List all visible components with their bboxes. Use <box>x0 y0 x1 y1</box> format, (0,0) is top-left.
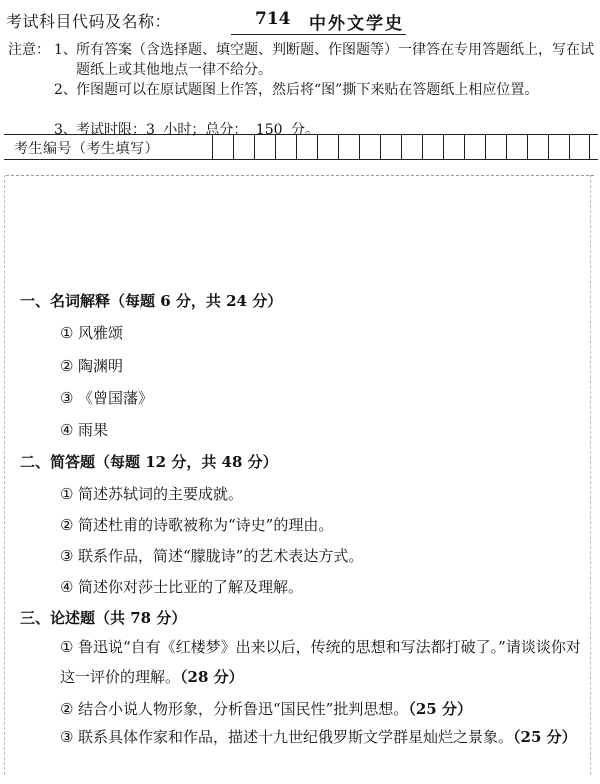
dashed-divider <box>6 175 594 176</box>
subject-name: 中外文学史 <box>309 14 404 34</box>
candidate-id-cell[interactable] <box>212 135 233 159</box>
question-number: ① <box>60 638 74 656</box>
candidate-id-cell[interactable] <box>443 135 464 159</box>
note-text: 考试时限：3 小时；总分： 150 分。 <box>76 122 319 138</box>
section-title: 三、论述题（共 78 分） <box>20 609 187 627</box>
candidate-id-cell[interactable] <box>401 135 422 159</box>
question-item <box>60 514 333 535</box>
question-item <box>60 722 585 752</box>
question-item <box>60 576 303 597</box>
candidate-id-cells <box>212 135 590 159</box>
candidate-id-cell[interactable] <box>422 135 443 159</box>
question-item <box>60 322 123 343</box>
question-item <box>60 387 153 408</box>
section-title: 二、简答题（每题 12 分，共 48 分） <box>20 453 278 471</box>
note-text: 所有答案（含选择题、填空题、判断题、作图题等）一律答在专用答题纸上，写在试题纸上或其他地点一律不给分。 <box>76 42 594 78</box>
question-text: 联系作品，简述“朦胧诗”的艺术表达方式。 <box>78 547 364 565</box>
question-item <box>60 355 123 376</box>
subject-code-label: 考试科目代码及名称： <box>6 12 172 31</box>
candidate-id-row <box>4 134 598 160</box>
question-item <box>60 419 108 440</box>
candidate-id-cell[interactable] <box>548 135 569 159</box>
notes-label: 注意： <box>8 42 50 58</box>
question-number: ④ <box>60 421 74 439</box>
candidate-id-cell[interactable] <box>380 135 401 159</box>
question-text: 结合小说人物形象，分析鲁迅“国民性”批判思想。 <box>78 700 409 718</box>
candidate-id-label: 考生编号（考生填写） <box>14 141 159 157</box>
subject-code: 714 <box>255 9 291 29</box>
question-text: 简述你对莎士比亚的了解及理解。 <box>78 578 304 596</box>
question-text: 陶渊明 <box>78 357 124 375</box>
question-item <box>60 632 585 692</box>
candidate-id-cell[interactable] <box>338 135 359 159</box>
question-number: ④ <box>60 578 74 596</box>
note-number: 2、 <box>54 82 77 98</box>
candidate-id-cell[interactable] <box>233 135 254 159</box>
question-text: 雨果 <box>78 421 109 439</box>
question-item <box>60 694 585 724</box>
note-number: 1、 <box>54 42 77 58</box>
question-item <box>60 483 243 504</box>
question-number: ② <box>60 700 74 718</box>
question-text: 联系具体作家和作品，描述十九世纪俄罗斯文学群星灿烂之景象。 <box>78 728 514 746</box>
question-number: ③ <box>60 547 74 565</box>
candidate-id-cell[interactable] <box>275 135 296 159</box>
question-number: ② <box>60 357 74 375</box>
dashed-margin-right <box>590 175 591 775</box>
question-text: 《曾国藩》 <box>78 389 154 407</box>
candidate-id-cell[interactable] <box>527 135 548 159</box>
question-text: 简述苏轼词的主要成就。 <box>78 485 244 503</box>
question-number: ③ <box>60 728 74 746</box>
question-text: 风雅颂 <box>78 324 124 342</box>
candidate-id-cell[interactable] <box>506 135 527 159</box>
exam-header <box>6 6 596 36</box>
question-item <box>60 545 363 566</box>
question-number: ③ <box>60 389 74 407</box>
question-score: （25 分） <box>513 728 577 746</box>
note-text: 作图题可以在原试题图上作答，然后将“图”撕下来贴在答题纸上相应位置。 <box>76 82 539 98</box>
subject-value-underline <box>231 6 406 35</box>
candidate-id-cell[interactable] <box>296 135 317 159</box>
candidate-id-cell[interactable] <box>254 135 275 159</box>
candidate-id-cell[interactable] <box>569 135 590 159</box>
question-number: ② <box>60 516 74 534</box>
question-score: （28 分） <box>180 668 244 686</box>
candidate-id-cell[interactable] <box>485 135 506 159</box>
question-score: （25 分） <box>408 700 472 718</box>
question-text: 简述杜甫的诗歌被称为“诗史”的理由。 <box>78 516 334 534</box>
candidate-id-cell[interactable] <box>317 135 338 159</box>
note-number: 3、 <box>54 122 77 138</box>
question-number: ① <box>60 485 74 503</box>
question-text: 鲁迅说“自有《红楼梦》出来以后，传统的思想和写法都打破了。”请谈谈你对这一评价的理解。 <box>60 638 581 686</box>
section-title: 一、名词解释（每题 6 分，共 24 分） <box>20 292 283 310</box>
question-number: ① <box>60 324 74 342</box>
candidate-id-cell[interactable] <box>464 135 485 159</box>
candidate-id-cell[interactable] <box>359 135 380 159</box>
dashed-margin-left <box>4 175 5 775</box>
